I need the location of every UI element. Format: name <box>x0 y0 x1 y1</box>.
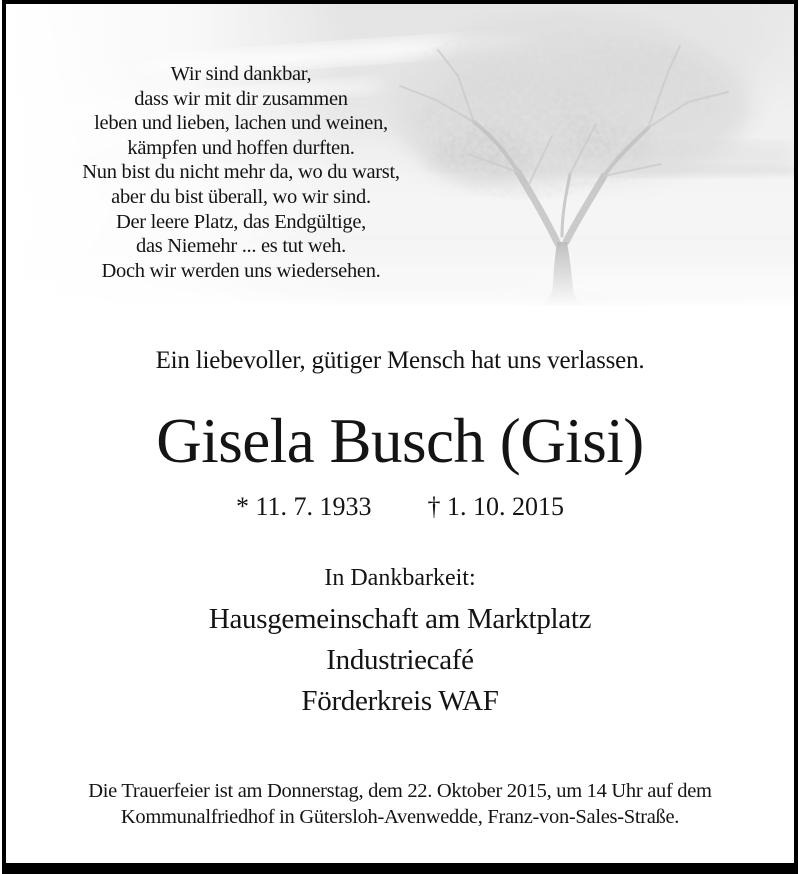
death-date: † 1. 10. 2015 <box>427 492 565 521</box>
poem-line: Nun bist du nicht mehr da, wo du warst, <box>82 161 400 184</box>
memorial-poem <box>4 62 478 283</box>
birth-date: * 11. 7. 1933 <box>235 492 372 521</box>
poem-line: kämpfen und hoffen durften. <box>127 136 355 159</box>
mourner-name: Förderkreis WAF <box>301 685 499 717</box>
mourners-list <box>0 599 800 722</box>
intro-line: Ein liebevoller, gütiger Mensch hat uns verlassen. <box>155 347 645 374</box>
funeral-info <box>0 778 800 830</box>
gratitude-heading: In Dankbarkeit: <box>324 565 476 591</box>
funeral-line: Die Trauerfeier ist am Donnerstag, dem 22. Oktober 2015, um 14 Uhr auf dem <box>88 780 712 802</box>
poem-line: Doch wir werden uns wiedersehen. <box>101 259 381 282</box>
poem-line: das Niemehr ... es tut weh. <box>136 235 346 258</box>
poem-line: Der leere Platz, das Endgültige, <box>116 210 366 233</box>
poem-line: leben und lieben, lachen und weinen, <box>94 112 388 135</box>
mourner-name: Hausgemeinschaft am Marktplatz <box>208 603 592 635</box>
deceased-name: Gisela Busch (Gisi) <box>156 406 644 476</box>
life-dates <box>0 492 800 522</box>
poem-line: Wir sind dankbar, <box>170 63 312 85</box>
funeral-line: Kommunalfriedhof in Gütersloh-Avenwedde, Franz-von-Sales-Straße. <box>120 806 680 828</box>
poem-line: aber du bist überall, wo wir sind. <box>111 185 371 208</box>
mourner-name: Industriecafé <box>326 644 474 676</box>
poem-line: dass wir mit dir zusammen <box>134 87 348 110</box>
